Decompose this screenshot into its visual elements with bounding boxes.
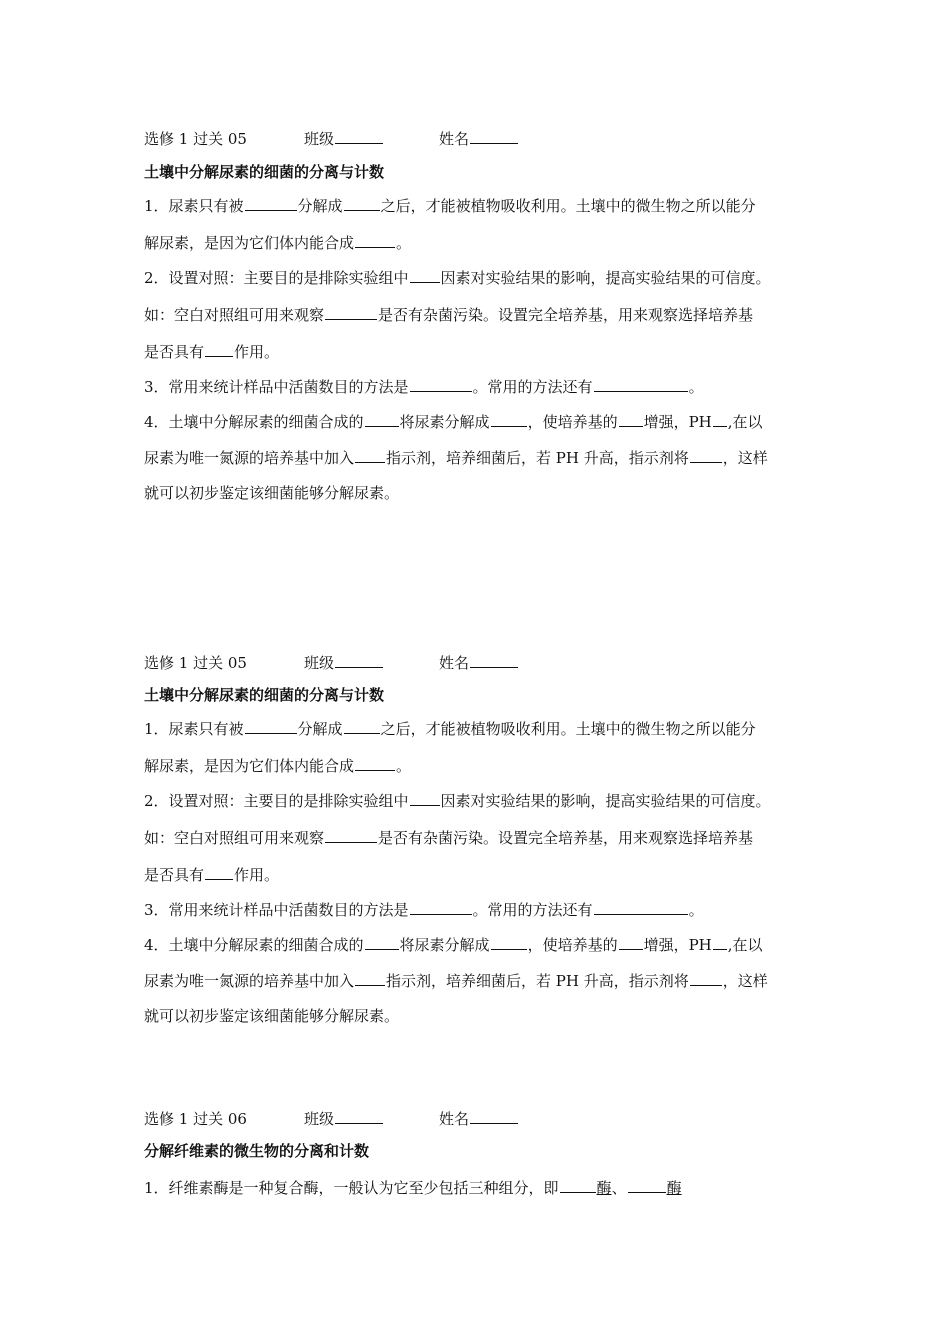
worksheet-header (144, 1107, 519, 1129)
q4-text: ，使培养基的 (527, 413, 618, 431)
q2-text: 因素对实验结果的影响，提高实验结果的可信度。 (440, 269, 771, 287)
section-title: 土壤中分解尿素的细菌的分离与计数 (144, 163, 385, 181)
answer-blank[interactable] (325, 303, 377, 320)
name-blank[interactable] (470, 127, 518, 144)
q4-text: 尿素为唯一氮源的培养基中加入 (144, 972, 355, 990)
question-4-line-2 (144, 446, 768, 468)
question-1-line-1 (144, 1176, 682, 1198)
q1-text: 1．尿素只有被 (144, 197, 244, 215)
q4-text: ，这样 (722, 449, 768, 467)
name-blank[interactable] (470, 651, 518, 668)
question-4-line-2 (144, 969, 768, 991)
q3-text: 。常用的方法还有 (472, 901, 593, 919)
answer-blank[interactable] (205, 863, 233, 880)
name-label: 姓名 (439, 654, 470, 672)
question-2-line-3 (144, 340, 279, 362)
q1-text: 之后，才能被植物吸收利用。土壤中的微生物之所以能分 (380, 720, 756, 738)
answer-blank[interactable] (355, 969, 385, 986)
q4-text: 4．土壤中分解尿素的细菌合成的 (144, 936, 364, 954)
q1-text: 。 (396, 757, 412, 775)
course-label: 选修 1 过关 05 (144, 130, 247, 148)
question-4-line-1 (144, 410, 763, 432)
q4-text: ，这样 (722, 972, 768, 990)
answer-blank[interactable] (619, 933, 643, 950)
q4-text: 指示剂，培养细菌后，若 PH 升高，指示剂将 (386, 449, 689, 467)
answer-blank[interactable] (245, 717, 297, 734)
class-blank[interactable] (335, 1107, 383, 1124)
answer-blank[interactable] (410, 898, 472, 915)
answer-blank[interactable] (410, 266, 440, 283)
q2-text: 作用。 (234, 866, 280, 884)
q2-text: 是否有杂菌污染。设置完全培养基，用来观察选择培养基 (378, 306, 754, 324)
question-2-line-2 (144, 826, 753, 848)
class-label: 班级 (304, 1110, 335, 1128)
q2-text: 如：空白对照组可用来观察 (144, 829, 325, 847)
answer-blank[interactable] (594, 898, 688, 915)
answer-blank[interactable] (355, 754, 395, 771)
q1-text: 解尿素，是因为它们体内能合成 (144, 757, 355, 775)
question-1-line-2 (144, 754, 411, 776)
section-title: 土壤中分解尿素的细菌的分离与计数 (144, 686, 385, 704)
q1-text: 1．尿素只有被 (144, 720, 244, 738)
answer-blank[interactable] (619, 410, 643, 427)
class-blank[interactable] (335, 127, 383, 144)
q2-text: 如：空白对照组可用来观察 (144, 306, 325, 324)
q4-text: 尿素为唯一氮源的培养基中加入 (144, 449, 355, 467)
enzyme-label: 酶 (596, 1179, 612, 1197)
worksheet-header (144, 127, 519, 149)
q4-text: ,在以 (727, 936, 763, 954)
course-label: 选修 1 过关 05 (144, 654, 247, 672)
answer-blank[interactable] (365, 410, 399, 427)
q1-text: 解尿素，是因为它们体内能合成 (144, 234, 355, 252)
question-4-line-3: 就可以初步鉴定该细菌能够分解尿素。 (144, 1007, 400, 1025)
question-2-line-3 (144, 863, 279, 885)
question-4-line-1 (144, 933, 763, 955)
answer-blank[interactable] (410, 375, 472, 392)
q2-text: 是否有杂菌污染。设置完全培养基，用来观察选择培养基 (378, 829, 754, 847)
q1-text: 分解成 (297, 197, 343, 215)
answer-blank[interactable] (690, 446, 722, 463)
q4-text: 将尿素分解成 (399, 936, 490, 954)
enzyme-label: 酶 (666, 1179, 682, 1197)
class-label: 班级 (304, 654, 335, 672)
q3-text: 3．常用来统计样品中活菌数目的方法是 (144, 378, 409, 396)
answer-blank[interactable] (628, 1176, 666, 1193)
q1-text: 、 (611, 1179, 627, 1197)
answer-blank[interactable] (344, 194, 380, 211)
name-label: 姓名 (439, 1110, 470, 1128)
answer-blank[interactable] (491, 933, 527, 950)
question-2-line-1 (144, 266, 771, 288)
q3-text: 。 (688, 901, 704, 919)
q4-text: ，使培养基的 (527, 936, 618, 954)
q2-text: 因素对实验结果的影响，提高实验结果的可信度。 (440, 792, 771, 810)
answer-blank[interactable] (365, 933, 399, 950)
answer-blank[interactable] (410, 789, 440, 806)
q4-text: 增强，PH (643, 936, 712, 954)
name-blank[interactable] (470, 1107, 518, 1124)
question-4-line-3: 就可以初步鉴定该细菌能够分解尿素。 (144, 484, 400, 502)
answer-blank[interactable] (355, 231, 395, 248)
question-1-line-1 (144, 194, 756, 216)
class-label: 班级 (304, 130, 335, 148)
worksheet-header (144, 651, 519, 673)
answer-blank[interactable] (245, 194, 297, 211)
q1-text: 分解成 (297, 720, 343, 738)
question-2-line-2 (144, 303, 753, 325)
q3-text: 。常用的方法还有 (472, 378, 593, 396)
q4-text: 指示剂，培养细菌后，若 PH 升高，指示剂将 (386, 972, 689, 990)
q4-text: ,在以 (727, 413, 763, 431)
q2-text: 是否具有 (144, 866, 205, 884)
question-3 (144, 898, 704, 920)
question-2-line-1 (144, 789, 771, 811)
q2-text: 是否具有 (144, 343, 205, 361)
q4-text: 将尿素分解成 (399, 413, 490, 431)
section-title: 分解纤维素的微生物的分离和计数 (144, 1142, 370, 1160)
question-1-line-2 (144, 231, 411, 253)
q1-text: 。 (396, 234, 412, 252)
q2-text: 2．设置对照：主要目的是排除实验组中 (144, 792, 409, 810)
answer-blank[interactable] (205, 340, 233, 357)
q3-text: 。 (688, 378, 704, 396)
q2-text: 2．设置对照：主要目的是排除实验组中 (144, 269, 409, 287)
answer-blank[interactable] (344, 717, 380, 734)
q4-text: 增强，PH (643, 413, 712, 431)
q1-text: 之后，才能被植物吸收利用。土壤中的微生物之所以能分 (380, 197, 756, 215)
question-3 (144, 375, 704, 397)
course-label: 选修 1 过关 06 (144, 1110, 247, 1128)
answer-blank[interactable] (594, 375, 688, 392)
class-blank[interactable] (335, 651, 383, 668)
answer-blank[interactable] (690, 969, 722, 986)
answer-blank[interactable] (491, 410, 527, 427)
name-label: 姓名 (439, 130, 470, 148)
answer-blank[interactable] (713, 410, 727, 427)
q2-text: 作用。 (234, 343, 280, 361)
answer-blank[interactable] (713, 933, 727, 950)
question-1-line-1 (144, 717, 756, 739)
q1-text: 1．纤维素酶是一种复合酶，一般认为它至少包括三种组分，即 (144, 1179, 559, 1197)
answer-blank[interactable] (355, 446, 385, 463)
answer-blank[interactable] (325, 826, 377, 843)
q4-text: 4．土壤中分解尿素的细菌合成的 (144, 413, 364, 431)
answer-blank[interactable] (560, 1176, 596, 1193)
q3-text: 3．常用来统计样品中活菌数目的方法是 (144, 901, 409, 919)
